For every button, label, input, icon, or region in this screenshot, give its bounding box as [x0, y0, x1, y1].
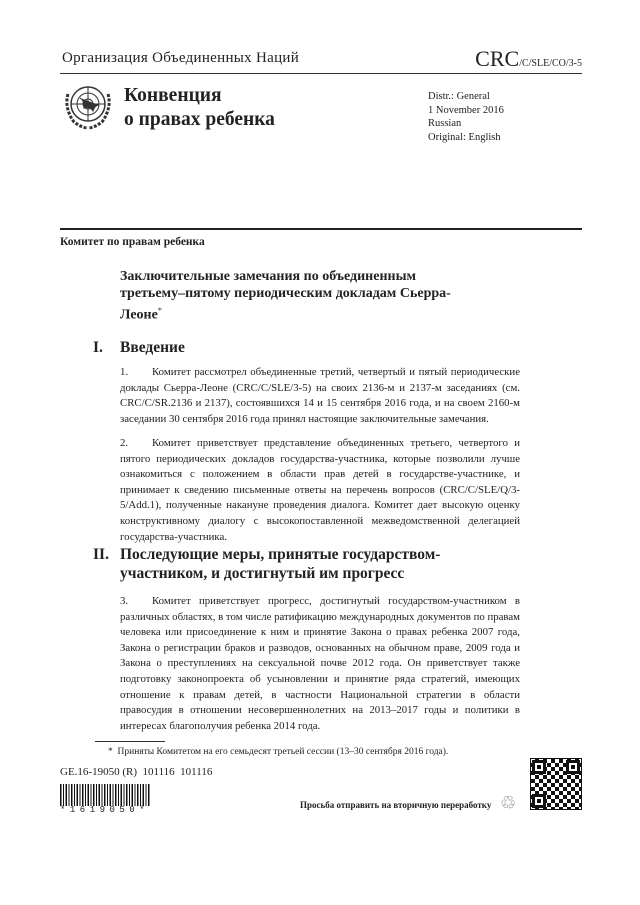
convention-title-line2: о правах ребенка [124, 109, 275, 130]
paragraph-text: Комитет рассмотрел объединенные третий, четвертый и пятый периодические доклады Сьерра-Леоне (CRC/C/SLE/3-5) на своих 2136-м и 2137-м заседаниях (см. CRC/C/SR.2136 и 2137), состоявшихся 14 и 15 сентября 2016 года, и на своем 2160-м заседании 30 сентября 2016 года принял настоящие заключительные замечания. [120, 366, 520, 425]
paragraph-text: Комитет приветствует прогресс, достигнутый государством-участником в различных областях, в том числе ратификацию международных документов по правам человека или присоединение к ним и принятие Закона о правах ребенка 2007 года, Закона о регистрации браков и разводов, основанных на обычном праве, 2009 года и Закона о преступлениях на сексуальной почве 2012 года. Он приветствует также подготовку законопроекта об усыновлении и принятие ряда стратегий, имеющих отношение к правам детей, в частности Национальной стратегии в области правосудия в отношении несовершеннолетних на 2013–2017 годы и политики в интересах благополучия ребенка 2014 года. [120, 595, 520, 732]
barcode [60, 784, 150, 806]
paragraph-number: 2. [120, 437, 129, 449]
title-footnote-mark: * [157, 306, 162, 315]
original-language: Original: English [428, 131, 501, 143]
qr-code [530, 758, 582, 810]
symbol-main: CRC [475, 46, 520, 71]
organization-name: Организация Объединенных Наций [62, 50, 300, 66]
footnote-rule [95, 741, 165, 742]
language: Russian [428, 118, 462, 129]
footnote-mark: * [108, 747, 113, 757]
section-number: I. [93, 339, 103, 356]
section-number: II. [93, 546, 109, 563]
document-title [120, 268, 480, 324]
paragraph-text: Комитет приветствует представление объединенных третьего, четвертого и пятого периодических докладов государства-участника, которые позволили лучше ознакомиться с положением в области прав детей в государстве-участнике, и принимает к сведению письменные ответы на перечень вопросов (CRC/C/SLE/Q/3-5/Add.1), полученные накануне проведения диалога. Комитет дает высокую оценку конструктивному диалогу с высокопоставленной межведомственной делегацией государства-участника. [120, 437, 520, 543]
footnote-text: Приняты Комитетом на его семьдесят третьей сессии (13–30 сентября 2016 года). [117, 747, 449, 757]
title-text: Заключительные замечания по объединенным третьему–пятому периодическим докладам Сьерра-Леоне [120, 269, 451, 323]
convention-title-line1: Конвенция [124, 85, 222, 106]
paragraph-number: 1. [120, 366, 129, 378]
date: 1 November 2016 [428, 104, 504, 116]
paragraph [120, 594, 520, 734]
section-title: Последующие меры, принятые государством-участником, и достигнутый им прогресс [120, 546, 441, 582]
recycle-note: Просьба отправить на вторичную переработку [300, 800, 492, 810]
barcode-text: *1619050* [60, 805, 150, 815]
thick-rule [60, 228, 582, 230]
paragraph [120, 365, 520, 427]
section-heading [93, 545, 470, 583]
paragraph [120, 436, 520, 545]
section-heading [93, 338, 470, 357]
recycle-icon: ♲ [500, 793, 517, 813]
committee-name: Комитет по правам ребенка [60, 236, 205, 248]
distribution-info [428, 90, 504, 144]
document-symbol [475, 46, 582, 72]
un-emblem-icon [62, 80, 114, 132]
header-rule [60, 73, 582, 74]
symbol-sub: /C/SLE/CO/3-5 [519, 58, 582, 69]
paragraph-number: 3. [120, 595, 129, 607]
convention-title [124, 84, 275, 132]
distribution: Distr.: General [428, 91, 490, 102]
section-title: Введение [120, 339, 185, 356]
job-number: GE.16-19050 (R) 101116 101116 [60, 766, 213, 778]
footnote [108, 747, 448, 757]
